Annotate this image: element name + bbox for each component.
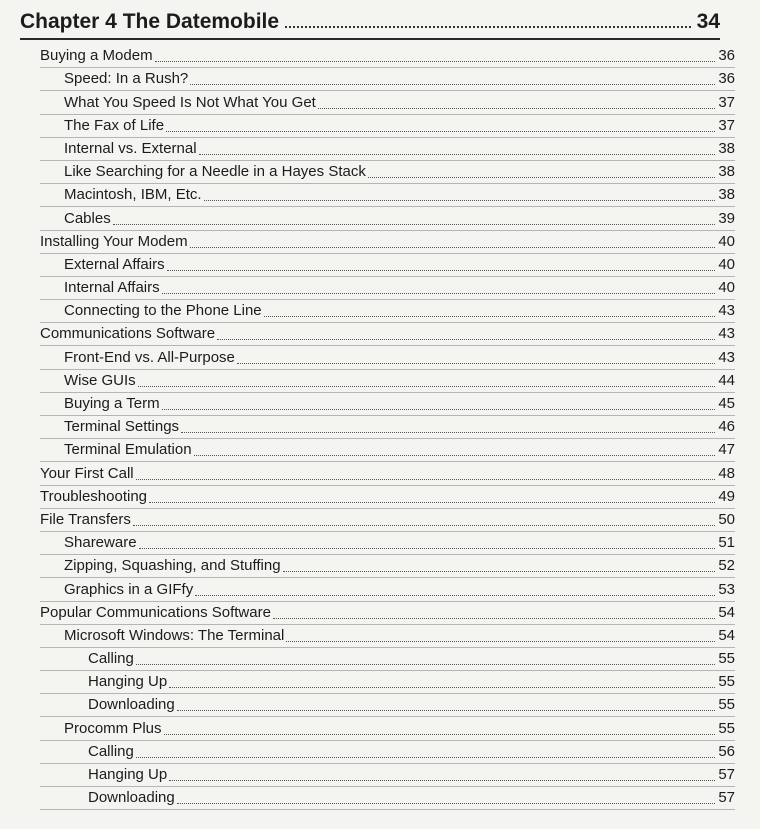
toc-entry[interactable] [40, 578, 735, 601]
toc-entry-page-number: 51 [718, 534, 735, 552]
toc-entry[interactable] [40, 717, 735, 740]
toc-entry-page-number: 43 [718, 325, 735, 343]
toc-entry-title: Internal vs. External [64, 139, 197, 157]
toc-entry[interactable] [40, 694, 735, 717]
toc-entry[interactable] [40, 370, 735, 393]
dot-leader [169, 780, 715, 781]
toc-entry[interactable] [40, 254, 735, 277]
toc-entry[interactable] [40, 509, 735, 532]
dot-leader [190, 84, 715, 85]
toc-entry[interactable] [40, 741, 735, 764]
toc-entry-page-number: 48 [718, 464, 735, 482]
dot-leader [177, 710, 715, 711]
toc-entry[interactable] [40, 416, 735, 439]
toc-entry-title: Front-End vs. All-Purpose [64, 348, 235, 366]
toc-entry[interactable] [40, 115, 735, 138]
dot-leader [169, 687, 715, 688]
toc-entry-page-number: 55 [718, 696, 735, 714]
toc-entry[interactable] [40, 462, 735, 485]
dot-leader [181, 432, 715, 433]
toc-entry-page-number: 39 [718, 209, 735, 227]
chapter-title: Chapter 4 The Datemobile [20, 10, 280, 33]
toc-entry-page-number: 54 [718, 626, 735, 644]
toc-entry-title: Installing Your Modem [40, 232, 188, 250]
dot-leader [190, 247, 715, 248]
dot-leader [162, 409, 715, 410]
toc-entry[interactable] [40, 787, 735, 810]
toc-entry-title: Speed: In a Rush? [64, 70, 189, 88]
dot-leader [139, 548, 715, 549]
toc-entry-title: What You Speed Is Not What You Get [64, 93, 316, 111]
toc-entry[interactable] [40, 161, 735, 184]
dot-leader [318, 108, 715, 109]
toc-entry-page-number: 45 [718, 395, 735, 412]
toc-entry[interactable] [40, 532, 735, 555]
toc-entry-page-number: 55 [718, 673, 735, 691]
dot-leader [167, 270, 715, 271]
dot-leader [204, 200, 715, 201]
toc-entry-page-number: 37 [718, 116, 735, 134]
toc-entry-page-number: 57 [718, 766, 735, 783]
chapter-heading[interactable] [20, 4, 720, 40]
toc-entry[interactable] [40, 602, 735, 625]
toc-entry[interactable] [40, 486, 735, 509]
toc-entry-page-number: 40 [718, 279, 735, 297]
dot-leader [155, 61, 715, 62]
dot-leader [164, 734, 715, 735]
toc-entry-title: Macintosh, IBM, Etc. [64, 186, 202, 204]
toc-entry-title: Wise GUIs [64, 371, 136, 389]
toc-entry-title: Buying a Modem [40, 47, 153, 65]
toc-entry[interactable] [40, 138, 735, 161]
toc-entry[interactable] [40, 671, 735, 694]
toc-entry[interactable] [40, 648, 735, 671]
toc-entry-title: External Affairs [64, 255, 165, 273]
toc-entry-title: Calling [88, 742, 134, 760]
toc-entry-title: The Fax of Life [64, 116, 165, 134]
toc-entry-title: Calling [88, 650, 134, 668]
toc-entry-title: Downloading [88, 696, 175, 714]
toc-entry[interactable] [40, 439, 735, 462]
dot-leader [286, 641, 715, 642]
toc-entry-title: Microsoft Windows: The Terminal [64, 626, 285, 644]
dot-leader [195, 595, 715, 596]
dot-leader [136, 664, 715, 665]
toc-entry-title: Cables [64, 209, 111, 227]
toc-entry-page-number: 54 [718, 603, 735, 621]
toc-entry-page-number: 50 [718, 510, 735, 528]
toc-entry[interactable] [40, 45, 735, 68]
toc-entry-title: File Transfers [40, 510, 131, 528]
dot-leader [264, 316, 715, 317]
toc-entry-title: Buying a Term [64, 395, 160, 412]
toc-entry-page-number: 53 [718, 580, 735, 598]
toc-entry[interactable] [40, 68, 735, 91]
toc-entry-page-number: 43 [718, 348, 735, 366]
toc-entry-page-number: 46 [718, 418, 735, 436]
toc-entry-title: Your First Call [40, 464, 134, 482]
dot-leader [136, 757, 715, 758]
dot-leader [113, 224, 715, 225]
toc-entry[interactable] [40, 346, 735, 369]
dot-leader [133, 525, 715, 526]
toc-entry[interactable] [40, 625, 735, 648]
dot-leader [194, 455, 715, 456]
dot-leader [285, 26, 691, 28]
toc-entry-title: Communications Software [40, 325, 216, 343]
toc-entry-page-number: 49 [718, 487, 735, 505]
toc-entry[interactable] [40, 323, 735, 346]
toc-entry-page-number: 38 [718, 163, 735, 181]
toc-entry-title: Hanging Up [88, 766, 168, 783]
toc-entry[interactable] [40, 764, 735, 787]
toc-entry-title: Terminal Emulation [64, 441, 192, 459]
toc-entry[interactable] [40, 91, 735, 114]
toc-entry-title: Graphics in a GIFfy [64, 580, 194, 598]
dot-leader [283, 571, 715, 572]
toc-entry[interactable] [40, 277, 735, 300]
toc-entry-title: Shareware [64, 534, 137, 552]
toc-entry-page-number: 57 [718, 789, 735, 807]
toc-entry-title: Hanging Up [88, 673, 168, 691]
dot-leader [177, 803, 715, 804]
toc-entry-page-number: 56 [718, 742, 735, 760]
toc-entry-page-number: 40 [718, 232, 735, 250]
toc-entry-title: Downloading [88, 789, 175, 807]
dot-leader [368, 177, 715, 178]
toc-entry[interactable] [40, 184, 735, 207]
toc-entry-page-number: 36 [718, 47, 735, 65]
toc-entry-title: Connecting to the Phone Line [64, 302, 262, 320]
toc-entry-page-number: 36 [718, 70, 735, 88]
toc-entry-title: Terminal Settings [64, 418, 180, 436]
dot-leader [273, 618, 715, 619]
toc-entry-title: Popular Communications Software [40, 603, 271, 621]
toc-list [40, 45, 735, 810]
dot-leader [162, 293, 715, 294]
dot-leader [166, 131, 715, 132]
dot-leader [136, 479, 715, 480]
toc-entry[interactable] [40, 393, 735, 416]
toc-entry-page-number: 52 [718, 557, 735, 575]
toc-entry-page-number: 38 [718, 139, 735, 157]
toc-entry[interactable] [40, 300, 735, 323]
dot-leader [199, 154, 715, 155]
dot-leader [217, 339, 715, 340]
toc-entry-page-number: 47 [718, 441, 735, 459]
toc-entry-title: Like Searching for a Needle in a Hayes Stack [64, 163, 366, 181]
toc-entry-page-number: 55 [718, 719, 735, 737]
toc-entry-title: Procomm Plus [64, 719, 162, 737]
dot-leader [138, 386, 715, 387]
chapter-page-number: 34 [696, 10, 720, 33]
dot-leader [149, 502, 715, 503]
toc-entry-page-number: 55 [718, 650, 735, 668]
toc-entry-title: Internal Affairs [64, 279, 160, 297]
toc-entry-page-number: 38 [718, 186, 735, 204]
toc-entry-title: Troubleshooting [40, 487, 148, 505]
toc-entry-page-number: 37 [718, 93, 735, 111]
toc-entry-page-number: 43 [718, 302, 735, 320]
toc-entry-page-number: 40 [718, 255, 735, 273]
toc-entry[interactable] [40, 231, 735, 254]
toc-entry-page-number: 44 [718, 371, 735, 389]
dot-leader [237, 363, 715, 364]
toc-entry[interactable] [40, 207, 735, 230]
toc-entry-title: Zipping, Squashing, and Stuffing [64, 557, 281, 575]
toc-entry[interactable] [40, 555, 735, 578]
